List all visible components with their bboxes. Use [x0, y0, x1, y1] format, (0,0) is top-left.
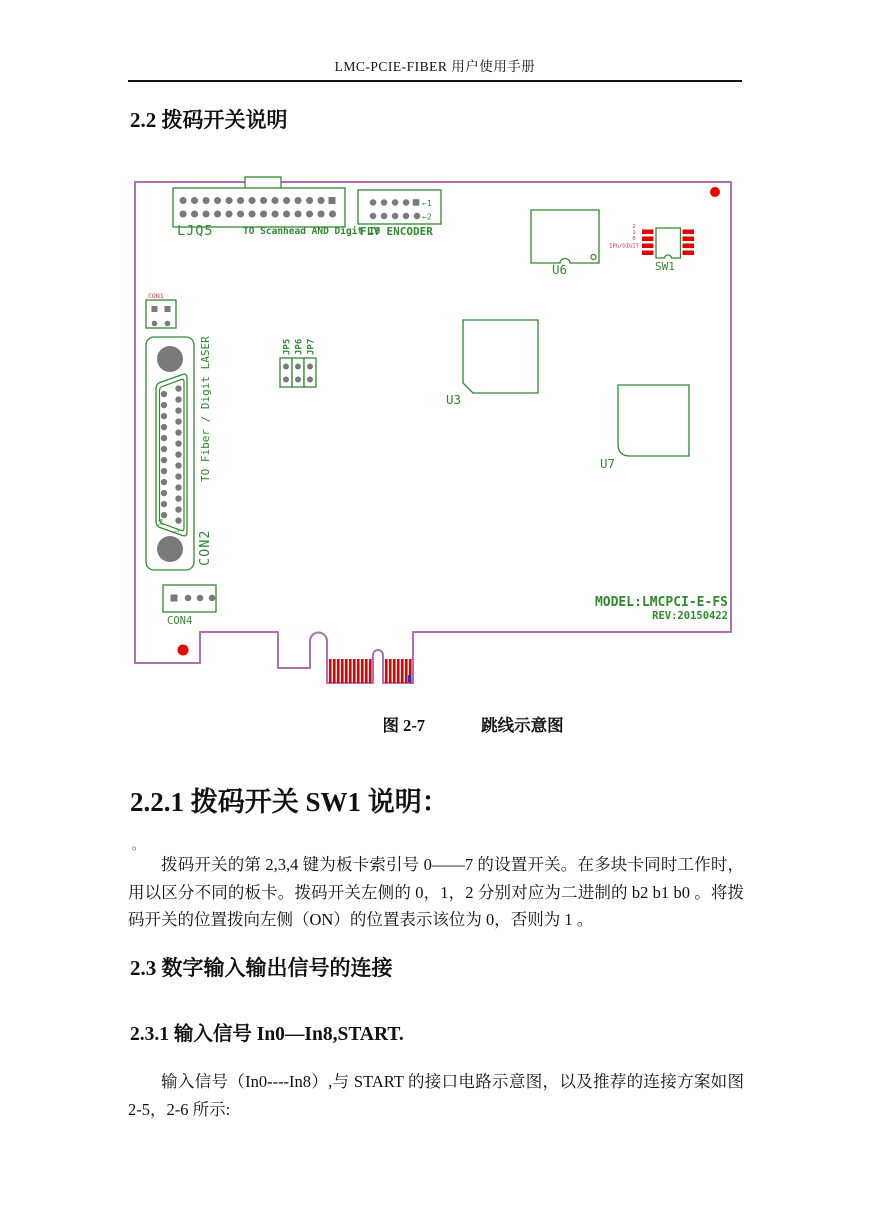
board-model-text: MODEL:LMCPCI-E-FS [594, 595, 728, 610]
sw1-mode-text: IPG/DIGIT [609, 243, 639, 250]
edge-connector-fingers [329, 671, 412, 682]
jp6-label: JP6 [294, 338, 305, 355]
header-divider [128, 80, 742, 82]
figure-caption [38, 712, 870, 736]
paragraph-sw1-description: 拨码开关的第 2,3,4 键为板卡索引号 0——7 的设置开关。在多块卡同时工作时，用以区分不同的板卡。拨码开关左侧的 0，1，2 分别对应为二进制的 b2 b1 b0 。将拨码开关的位置拨向左侧（ON）的位置表示该位为 0，否则为 1 。 [128, 855, 744, 929]
paragraph-input-signals: 输入信号（In0----In8）,与 START 的接口电路示意图，以及推荐的连接方案如图 2-5，2-6 所示: [128, 1072, 744, 1119]
ljq5-desc: TO Scanhead AND Digit IO [243, 226, 381, 237]
figure-caption-title: 跳线示意图 [481, 716, 564, 735]
u6-label: U6 [552, 262, 568, 277]
connector-con2-db25 [146, 336, 213, 570]
board-rev-text: REV:20150422 [652, 610, 728, 622]
mounting-hole-top [157, 346, 183, 372]
page-header: LMC-PCIE-FIBER 用户使用手册 [334, 59, 536, 74]
fly-encoder-label: FLY ENCODER [360, 225, 433, 238]
section-title-2-2-1: 2.2.1 拨码开关 SW1 说明： [130, 787, 449, 817]
fiducial-dot-bottom-left [178, 645, 189, 656]
sw1-label: SW1 [655, 260, 675, 273]
stray-punctuation: 。 [132, 838, 145, 852]
mounting-hole-bottom [157, 536, 183, 562]
u3-label: U3 [446, 392, 462, 407]
con1-label: CON1 [148, 292, 164, 300]
sw1-digit-0: 0 [632, 236, 636, 242]
figure-2-7 [133, 176, 737, 696]
section-title-2-3-1: 2.3.1 输入信号 In0—In8,START. [130, 1024, 404, 1045]
fiducial-dot-top-right [710, 187, 720, 197]
fly-pin1-arrow: ←1 [422, 199, 432, 208]
pcb-diagram [133, 176, 737, 696]
con2-pin14-label: 14 [158, 518, 165, 526]
con2-label: CON2 [197, 529, 213, 566]
connector-fly-encoder [358, 190, 441, 238]
section-title-2-3: 2.3 数字输入输出信号的连接 [130, 956, 393, 980]
fly-pin2-arrow: ←2 [422, 212, 432, 222]
sw1-digit-2: 2 [632, 224, 636, 230]
figure-caption-label: 图 2-7 [382, 716, 426, 735]
section-title-2-2: 2.2 拨码开关说明 [130, 108, 288, 132]
con2-pin1-label: 1 [174, 529, 181, 533]
board-top-tab [245, 177, 281, 189]
jumper-block [280, 339, 317, 387]
jp7-label: JP7 [306, 338, 317, 355]
con4-label: CON4 [167, 615, 193, 627]
con2-desc: TO Fiber / Digit LASER [199, 336, 212, 482]
ljq5-label: LJQ5 [177, 223, 214, 239]
edge-blue-mark [408, 675, 412, 682]
u7-label: U7 [600, 456, 616, 471]
jp5-label: JP5 [282, 338, 293, 355]
sw1-digit-1: 1 [632, 230, 636, 236]
